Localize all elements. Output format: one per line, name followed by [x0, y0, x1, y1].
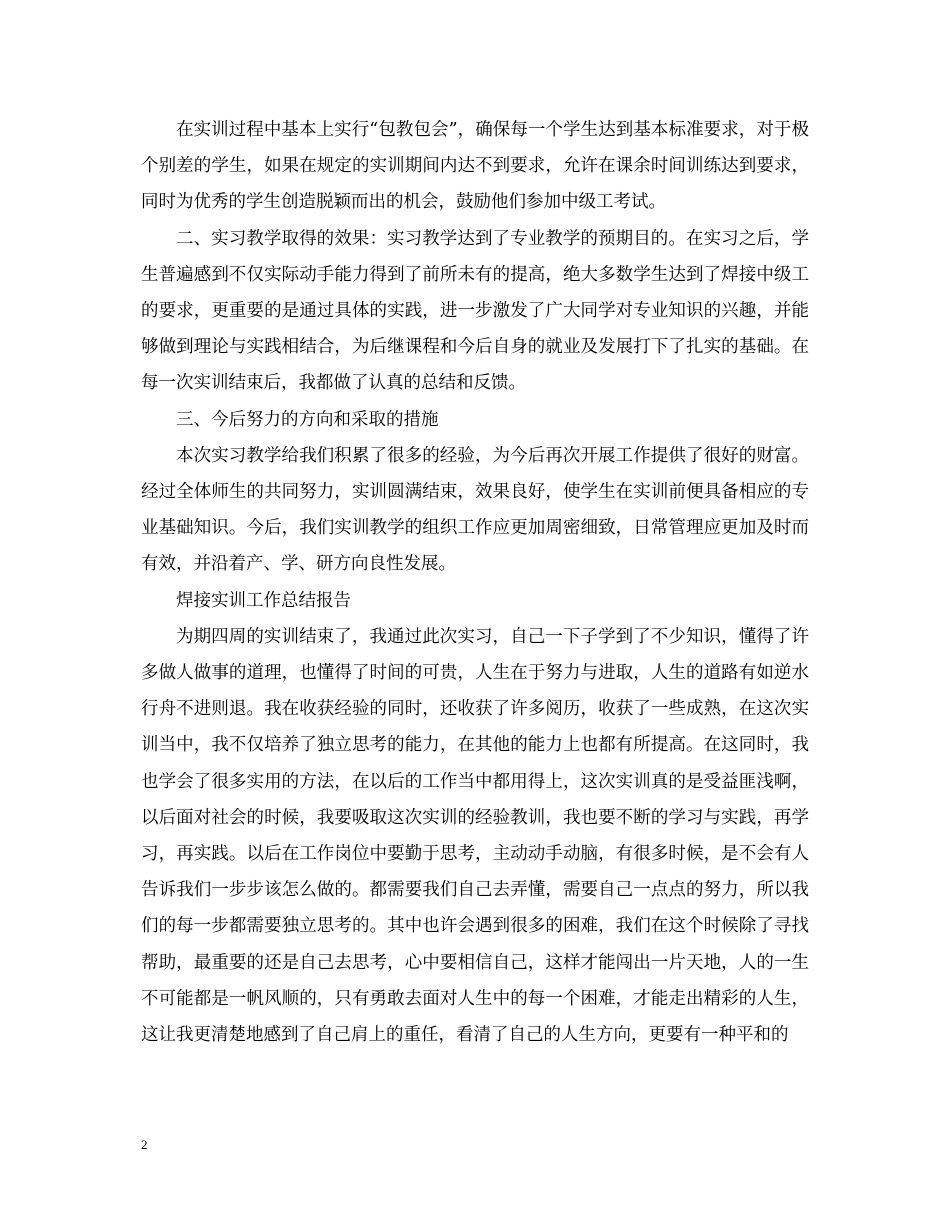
paragraph-training-process: 在实训过程中基本上实行“包教包会”，确保每一个学生达到基本标准要求，对于极个别差的学生，如果在规定的实训期间内达不到要求，允许在课余时间训练达到要求，同时为优秀的学生创造脱颖而出的机会，鼓励他们参加中级工考试。: [141, 120, 809, 213]
paragraph-report-title: 焊接实训工作总结报告: [176, 590, 351, 611]
document-body: [141, 112, 809, 1053]
paragraph-experience: 本次实习教学给我们积累了很多的经验，为今后再次开展工作提供了很好的财富。经过全体师生的共同努力，实训圆满结束，效果良好，使学生在实训前便具备相应的专业基础知识。今后，我们实训教学的组织工作应更加周密细致，日常管理应更加及时而有效，并沿着产、学、研方向良性发展。: [141, 445, 809, 575]
paragraph-future-direction-heading: 三、今后努力的方向和采取的措施: [176, 409, 439, 430]
paragraph-four-week-training: 为期四周的实训结束了，我通过此次实习，自己一下子学到了不少知识，懂得了许多做人做事的道理，也懂得了时间的可贵，人生在于努力与进取，人生的道路有如逆水行舟不进则退。我在收获经验的同时，还收获了许多阅历，收获了一些成熟，在这次实训当中，我不仅培养了独立思考的能力，在其他的能力上也都有所提高。在这同时，我也学会了很多实用的方法，在以后的工作当中都用得上，这次实训真的是受益匪浅啊，以后面对社会的时候，我要吸取这次实训的经验教训，我也要不断的学习与实践，再学习，再实践。以后在工作岗位中要勤于思考，主动动手动脑，有很多时候，是不会有人告诉我们一步步该怎么做的。都需要我们自己去弄懂，需要自己一点点的努力，所以我们的每一步都需要独立思考的。其中也许会遇到很多的困难，我们在这个时候除了寻找帮助，最重要的还是自己去思考，心中要相信自己，这样才能闯出一片天地，人的一生不可能都是一帆风顺的，只有勇敢去面对人生中的每一个困难，才能走出精彩的人生，这让我更清楚地感到了自己肩上的重任，看清了自己的人生方向，更要有一种平和的: [141, 626, 809, 1046]
paragraph-teaching-effect: 二、实习教学取得的效果：实习教学达到了专业教学的预期目的。在实习之后，学生普遍感到不仅实际动手能力得到了前所未有的提高，绝大多数学生达到了焊接中级工的要求，更重要的是通过具体的实践，进一步激发了广大同学对专业知识的兴趣，并能够做到理论与实践相结合，为后继课程和今后自身的就业及发展打下了扎实的基础。在每一次实训结束后，我都做了认真的总结和反馈。: [141, 228, 809, 394]
page-number: 2: [141, 1137, 148, 1152]
